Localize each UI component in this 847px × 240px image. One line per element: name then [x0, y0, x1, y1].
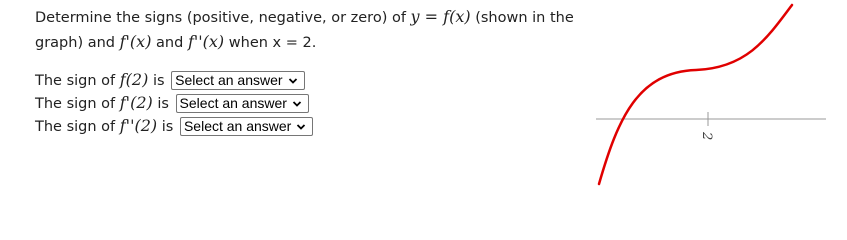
question-row-fdoubleprime2 — [35, 115, 313, 138]
math-y: y — [410, 7, 420, 26]
question-prompt — [35, 5, 595, 55]
math-fx: f(x) — [443, 7, 471, 26]
question-suffix: is — [152, 96, 174, 112]
prompt-text-2: (shown in the graph) and — [35, 10, 574, 51]
x-tick-label: 2 — [699, 132, 714, 141]
sign-select-fdoubleprime2[interactable] — [180, 117, 313, 136]
chevron-down-icon — [292, 95, 302, 112]
chevron-down-icon — [288, 72, 298, 89]
answer-rows — [35, 69, 313, 138]
question-suffix: is — [148, 73, 170, 89]
question-prefix: The sign of — [35, 73, 120, 89]
chevron-down-icon — [296, 118, 306, 135]
prompt-text-4: when x = 2. — [224, 35, 317, 51]
math-fprime-x: f'(x) — [119, 32, 152, 51]
question-row-f2 — [35, 69, 313, 92]
question-prefix: The sign of — [35, 96, 120, 112]
function-graph — [596, 0, 836, 210]
prompt-text-3: and — [151, 35, 188, 51]
function-curve — [599, 5, 792, 184]
select-value: Select an answer — [175, 71, 283, 88]
question-expr: f(2) — [119, 70, 149, 89]
question-expr: f''(2) — [119, 116, 158, 135]
sign-select-fprime2[interactable] — [176, 94, 309, 113]
prompt-text-1: Determine the signs (positive, negative, or zero) of — [35, 10, 411, 26]
select-value: Select an answer — [183, 117, 292, 134]
math-fdoubleprime-x: f''(x) — [187, 32, 225, 51]
math-equals: = — [419, 7, 444, 26]
question-prefix: The sign of — [35, 119, 120, 135]
question-suffix: is — [157, 119, 178, 135]
question-row-fprime2 — [35, 92, 313, 115]
select-value: Select an answer — [179, 94, 287, 111]
sign-select-f2[interactable] — [171, 71, 304, 90]
question-expr: f'(2) — [119, 93, 153, 112]
